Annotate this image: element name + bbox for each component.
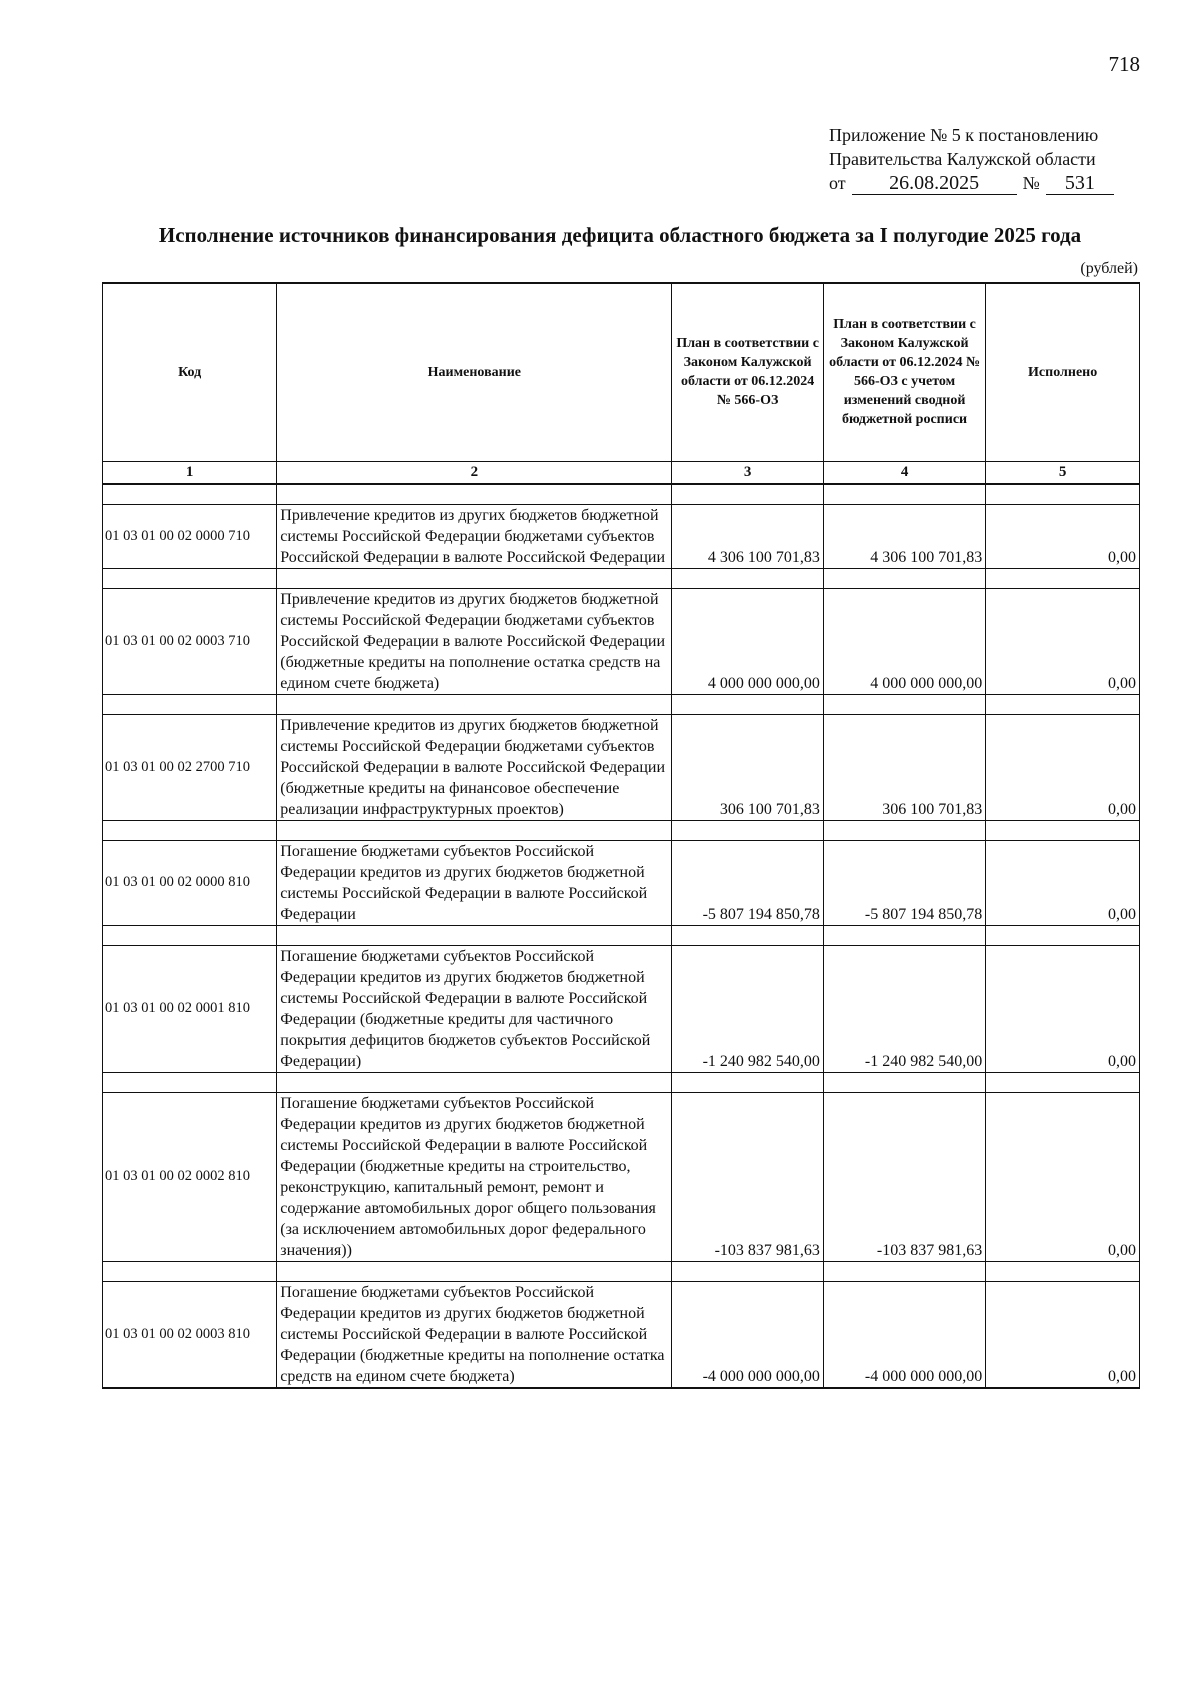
row-name: Погашение бюджетами субъектов Российской Федерации кредитов из других бюджетов бюджетной системы Российской Федерации в валюте Российской Федерации (бюджетные кредиты для частичного покрытия дефицитов бюджетов субъектов Российской Федерации) (277, 945, 672, 1072)
row-plan-adjusted: -4 000 000 000,00 (823, 1281, 985, 1388)
row-name: Погашение бюджетами субъектов Российской Федерации кредитов из других бюджетов бюджетной системы Российской Федерации в валюте Российской Федерации (бюджетные кредиты на пополнение остатка средств на едином счете бюджета) (277, 1281, 672, 1388)
date-prefix: от (829, 173, 846, 193)
header-plan: План в соответствии с Законом Калужской области от 06.12.2024 № 566-ОЗ (672, 283, 824, 461)
row-name: Погашение бюджетами субъектов Российской Федерации кредитов из других бюджетов бюджетной системы Российской Федерации в валюте Российской Федерации (277, 840, 672, 925)
row-code: 01 03 01 00 02 0001 810 (103, 945, 277, 1072)
table-body (103, 484, 1140, 1388)
row-plan: -1 240 982 540,00 (672, 945, 824, 1072)
resolution-date: 26.08.2025 (852, 172, 1017, 195)
header-name: Наименование (277, 283, 672, 461)
spacer-row (103, 1261, 1140, 1281)
header-code: Код (103, 283, 277, 461)
table-row (103, 840, 1140, 925)
row-executed: 0,00 (986, 945, 1140, 1072)
row-name: Погашение бюджетами субъектов Российской Федерации кредитов из других бюджетов бюджетной системы Российской Федерации в валюте Российской Федерации (бюджетные кредиты на строительство, реконструкцию, капитальный ремонт, ремонт и содержание автомобильных дорог общего пользования (за исключением автомобильных дорог федерального значения)) (277, 1092, 672, 1261)
spacer-row (103, 484, 1140, 505)
column-number: 5 (986, 461, 1140, 484)
row-plan-adjusted: 306 100 701,83 (823, 714, 985, 820)
row-plan: 4 000 000 000,00 (672, 588, 824, 694)
row-plan: 306 100 701,83 (672, 714, 824, 820)
table-header-row (103, 283, 1140, 461)
column-number: 4 (823, 461, 985, 484)
spacer-row (103, 820, 1140, 840)
spacer-row (103, 694, 1140, 714)
row-plan-adjusted: 4 000 000 000,00 (823, 588, 985, 694)
resolution-number: 531 (1046, 172, 1114, 195)
document-title: Исполнение источников финансирования дефицита областного бюджета за I полугодие 2025 года (158, 223, 1082, 247)
row-code: 01 03 01 00 02 0003 810 (103, 1281, 277, 1388)
table-row (103, 1281, 1140, 1388)
row-code: 01 03 01 00 02 0003 710 (103, 588, 277, 694)
row-plan: -5 807 194 850,78 (672, 840, 824, 925)
financing-table (102, 282, 1140, 1389)
page-number: 718 (1108, 52, 1140, 76)
row-plan-adjusted: -5 807 194 850,78 (823, 840, 985, 925)
row-executed: 0,00 (986, 504, 1140, 568)
units-label: (рублей) (1080, 260, 1138, 277)
row-name: Привлечение кредитов из других бюджетов бюджетной системы Российской Федерации бюджетами субъектов Российской Федерации в валюте Российской Федерации (бюджетные кредиты на финансовое обеспечение реализации инфраструктурных проектов) (277, 714, 672, 820)
header-executed: Исполнено (986, 283, 1140, 461)
row-plan-adjusted: 4 306 100 701,83 (823, 504, 985, 568)
row-code: 01 03 01 00 02 0000 710 (103, 504, 277, 568)
table-row (103, 588, 1140, 694)
table-row (103, 945, 1140, 1072)
row-plan: 4 306 100 701,83 (672, 504, 824, 568)
row-executed: 0,00 (986, 714, 1140, 820)
row-plan: -4 000 000 000,00 (672, 1281, 824, 1388)
row-plan: -103 837 981,63 (672, 1092, 824, 1261)
spacer-row (103, 1072, 1140, 1092)
row-name: Привлечение кредитов из других бюджетов бюджетной системы Российской Федерации бюджетами субъектов Российской Федерации в валюте Российской Федерации (277, 504, 672, 568)
appendix-date-line (829, 171, 1129, 195)
row-code: 01 03 01 00 02 0000 810 (103, 840, 277, 925)
row-plan-adjusted: -1 240 982 540,00 (823, 945, 985, 1072)
row-executed: 0,00 (986, 840, 1140, 925)
spacer-row (103, 925, 1140, 945)
appendix-line-1: Приложение № 5 к постановлению (829, 125, 1099, 145)
table-row (103, 1092, 1140, 1261)
row-executed: 0,00 (986, 588, 1140, 694)
table-row (103, 714, 1140, 820)
column-number-row (103, 461, 1140, 484)
column-number: 3 (672, 461, 824, 484)
row-plan-adjusted: -103 837 981,63 (823, 1092, 985, 1261)
table-row (103, 504, 1140, 568)
appendix-line-2: Правительства Калужской области (829, 149, 1096, 169)
spacer-row (103, 568, 1140, 588)
row-executed: 0,00 (986, 1092, 1140, 1261)
appendix-reference (829, 123, 1129, 195)
row-code: 01 03 01 00 02 2700 710 (103, 714, 277, 820)
column-number: 2 (277, 461, 672, 484)
row-executed: 0,00 (986, 1281, 1140, 1388)
row-name: Привлечение кредитов из других бюджетов бюджетной системы Российской Федерации бюджетами субъектов Российской Федерации в валюте Российской Федерации (бюджетные кредиты на пополнение остатка средств на едином счете бюджета) (277, 588, 672, 694)
column-number: 1 (103, 461, 277, 484)
number-prefix: № (1022, 173, 1040, 193)
row-code: 01 03 01 00 02 0002 810 (103, 1092, 277, 1261)
header-plan-adjusted: План в соответствии с Законом Калужской области от 06.12.2024 № 566-ОЗ с учетом изменений сводной бюджетной росписи (823, 283, 985, 461)
